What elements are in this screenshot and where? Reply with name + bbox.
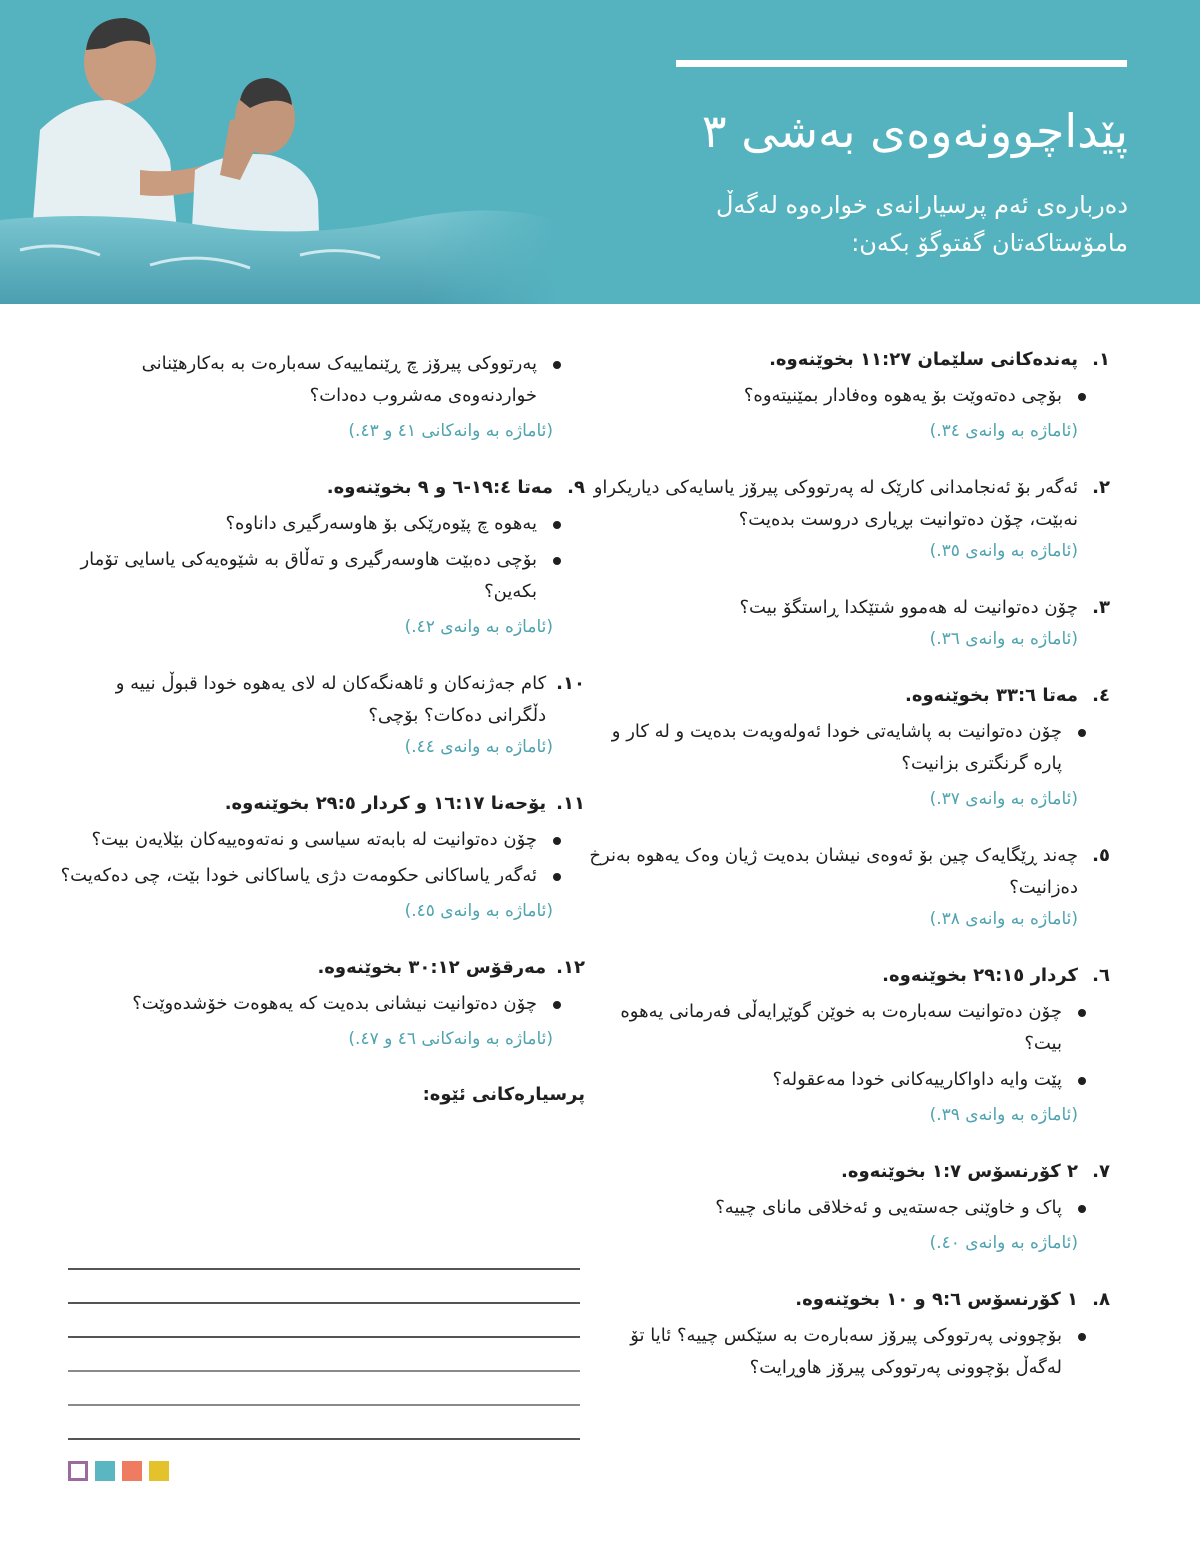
bullet-list [580,996,1110,1096]
question-item [55,952,585,1054]
bullet-list [55,824,585,892]
swatch-teal [95,1461,115,1481]
question-text: کردار ٢٩:١٥ بخوێنەوە. [882,965,1078,986]
answer-line[interactable] [68,1302,580,1304]
bullet-text: چۆن دەتوانیت لە بابەتە سیاسی و نەتەوەییەکان بێلایەن بیت؟ [91,829,537,850]
question-text: کام جەژنەکان و ئاهەنگەکان لە لای یەهوە خودا قبوڵ نییە و دڵگرانی دەکات؟ بۆچی؟ [115,673,547,726]
lesson-reference: (ئاماژە بە وانەی ٤٥.) [404,901,553,921]
swatch-yellow [149,1461,169,1481]
question-heading [580,592,1110,624]
bullet-icon [553,521,561,529]
question-text: پەندەکانی سلێمان ١١:٢٧ بخوێنەوە. [769,349,1078,370]
lesson-reference: (ئاماژە بە وانەی ٣٦.) [929,629,1078,649]
header-banner [0,0,1200,304]
lesson-reference: (ئاماژە بە وانەی ٣٤.) [929,421,1078,441]
question-number: ١١. [556,793,585,814]
question-text: مەرقۆس ٣٠:١٢ بخوێنەوە. [317,957,547,978]
question-item [580,592,1110,654]
answer-line[interactable] [68,1438,580,1440]
question-heading [580,344,1110,376]
your-questions-label: پرسیارەکانی ئێوە: [422,1084,585,1105]
question-heading [580,472,1110,536]
bullet-question [580,996,1088,1060]
lesson-reference: (ئاماژە بە وانەکانی ٤١ و ٤٣.) [348,421,553,441]
bullet-icon [1078,1333,1086,1341]
bullet-text: بۆچوونی پەرتووکی پیرۆز سەبارەت بە سێکس چییە؟ ئایا تۆ لەگەڵ بۆچوونی پەرتووکی پیرۆز هاوڕایت؟ [630,1325,1062,1378]
question-text: مەتا ٣٣:٦ بخوێنەوە. [905,685,1078,706]
bullet-list [55,348,585,412]
question-item [55,668,585,762]
bullet-list [580,716,1110,780]
question-item [580,1284,1110,1384]
question-text: چۆن دەتوانیت لە هەموو شتێکدا ڕاستگۆ بیت؟ [739,597,1078,618]
bullet-icon [1078,1205,1086,1213]
question-number: ١٠. [556,673,585,694]
question-number: ٥. [1092,845,1110,866]
question-heading [580,1156,1110,1188]
page-title: پێداچوونەوەی بەشی ٣ [701,104,1128,158]
lesson-reference: (ئاماژە بە وانەی ٣٧.) [929,789,1078,809]
lesson-reference: (ئاماژە بە وانەی ٤٢.) [404,617,553,637]
bullet-text: بۆچی دەتەوێت بۆ یەهوە وەفادار بمێنیتەوە؟ [743,385,1062,406]
bullet-question [55,544,563,608]
question-item [580,472,1110,566]
question-number: ٢. [1092,477,1110,498]
header-rule [676,60,1127,67]
bullet-question [55,348,563,412]
question-item [580,840,1110,934]
baptism-illustration [0,0,560,304]
question-number: ٣. [1092,597,1110,618]
bullet-question [580,1064,1088,1096]
bullet-text: بۆچی دەبێت هاوسەرگیری و تەڵاق بە شێوەیەکی یاسایی تۆمار بکەین؟ [80,549,537,602]
question-number: ٧. [1092,1161,1110,1182]
bullet-text: چۆن دەتوانیت نیشانی بدەیت کە یەهوەت خۆشدەوێت؟ [132,993,537,1014]
question-text: چەند ڕێگایەک چین بۆ ئەوەی نیشان بدەیت ژیان وەک یەهوە بەنرخ دەزانیت؟ [589,845,1078,898]
bullet-text: پێت وایە داواکارییەکانی خودا مەعقولە؟ [772,1069,1062,1090]
bullet-icon [553,1001,561,1009]
answer-line[interactable] [68,1336,580,1338]
bullet-list [580,1192,1110,1224]
bullet-text: چۆن دەتوانیت بە پاشایەتی خودا ئەولەویەت بدەیت و لە کار و پارە گرنگتری بزانیت؟ [611,721,1062,774]
question-heading [580,1284,1110,1316]
question-item [580,344,1110,446]
question-text: مەتا ١٩:٤-٦ و ٩ بخوێنەوە. [326,477,553,498]
question-item [55,788,585,926]
bullet-text: یەهوە چ پێوەرێکی بۆ هاوسەرگیری داناوە؟ [225,513,537,534]
bullet-list [580,380,1110,412]
question-text: ٢ کۆرنسۆس ١:٧ بخوێنەوە. [841,1161,1078,1182]
question-item [580,960,1110,1130]
questions-column-right [580,344,1110,1410]
lesson-reference: (ئاماژە بە وانەی ٤٤.) [404,737,553,757]
lesson-reference: (ئاماژە بە وانەی ٣٩.) [929,1105,1078,1125]
question-number: ٩. [567,477,585,498]
bullet-icon [553,557,561,565]
bullet-list [55,508,585,608]
bullet-question [580,716,1088,780]
question-number: ٤. [1092,685,1110,706]
bullet-text: ئەگەر یاساکانی حکومەت دژی یاساکانی خودا بێت، چی دەکەیت؟ [60,865,537,886]
answer-line[interactable] [68,1404,580,1406]
bullet-icon [1078,393,1086,401]
swatch-purple-outline [68,1461,88,1481]
question-text: یۆحەنا ١٦:١٧ و کردار ٢٩:٥ بخوێنەوە. [224,793,547,814]
question-heading [55,952,585,984]
bullet-list [55,988,585,1020]
question-heading [55,788,585,820]
question-item [55,348,585,446]
bullet-text: پاک و خاوێنی جەستەیی و ئەخلاقی مانای چییە؟ [715,1197,1062,1218]
bullet-question [55,508,563,540]
question-number: ٨. [1092,1289,1110,1310]
bullet-icon [553,837,561,845]
bullet-icon [1078,1009,1086,1017]
question-heading [580,960,1110,992]
question-heading [55,668,585,732]
bullet-question [580,380,1088,412]
bullet-text: پەرتووکی پیرۆز چ ڕێنماییەک سەبارەت بە بەکارهێنانی خواردنەوەی مەشروب دەدات؟ [141,353,537,406]
answer-line[interactable] [68,1370,580,1372]
question-text: ١ کۆرنسۆس ٩:٦ و ١٠ بخوێنەوە. [795,1289,1078,1310]
questions-column-left [55,344,585,1110]
lesson-reference: (ئاماژە بە وانەکانی ٤٦ و ٤٧.) [348,1029,553,1049]
bullet-question [55,988,563,1020]
question-item [55,472,585,642]
bullet-question [55,824,563,856]
bullet-list [580,1320,1110,1384]
question-number: ١٢. [556,957,585,978]
page-subtitle: دەربارەی ئەم پرسیارانەی خوارەوە لەگەڵ مامۆستاکەتان گفتوگۆ بکەن: [715,191,1128,257]
swatch-orange [122,1461,142,1481]
bullet-text: چۆن دەتوانیت سەبارەت بە خوێن گوێڕایەڵی فەرمانی یەهوە بیت؟ [620,1001,1062,1054]
bullet-icon [1078,1077,1086,1085]
bullet-icon [553,361,561,369]
lesson-reference: (ئاماژە بە وانەی ٣٥.) [929,541,1078,561]
question-heading [580,840,1110,904]
bullet-icon [1078,729,1086,737]
question-heading [580,680,1110,712]
bullet-question [55,860,563,892]
question-number: ١. [1092,349,1110,370]
question-heading [55,472,585,504]
bullet-icon [553,873,561,881]
answer-line[interactable] [68,1268,580,1270]
bullet-question [580,1192,1088,1224]
question-item [580,1156,1110,1258]
question-number: ٦. [1092,965,1110,986]
color-swatches [68,1461,169,1481]
question-text: ئەگەر بۆ ئەنجامدانی کارێک لە پەرتووکی پیرۆز یاسایەکی دیاریکراو نەبێت، چۆن دەتوانیت بڕیاری دروست بدەیت؟ [593,477,1078,530]
lesson-reference: (ئاماژە بە وانەی ٣٨.) [929,909,1078,929]
lesson-reference: (ئاماژە بە وانەی ٤٠.) [929,1233,1078,1253]
bullet-question [580,1320,1088,1384]
question-item [580,680,1110,814]
answer-lines [68,1268,580,1472]
